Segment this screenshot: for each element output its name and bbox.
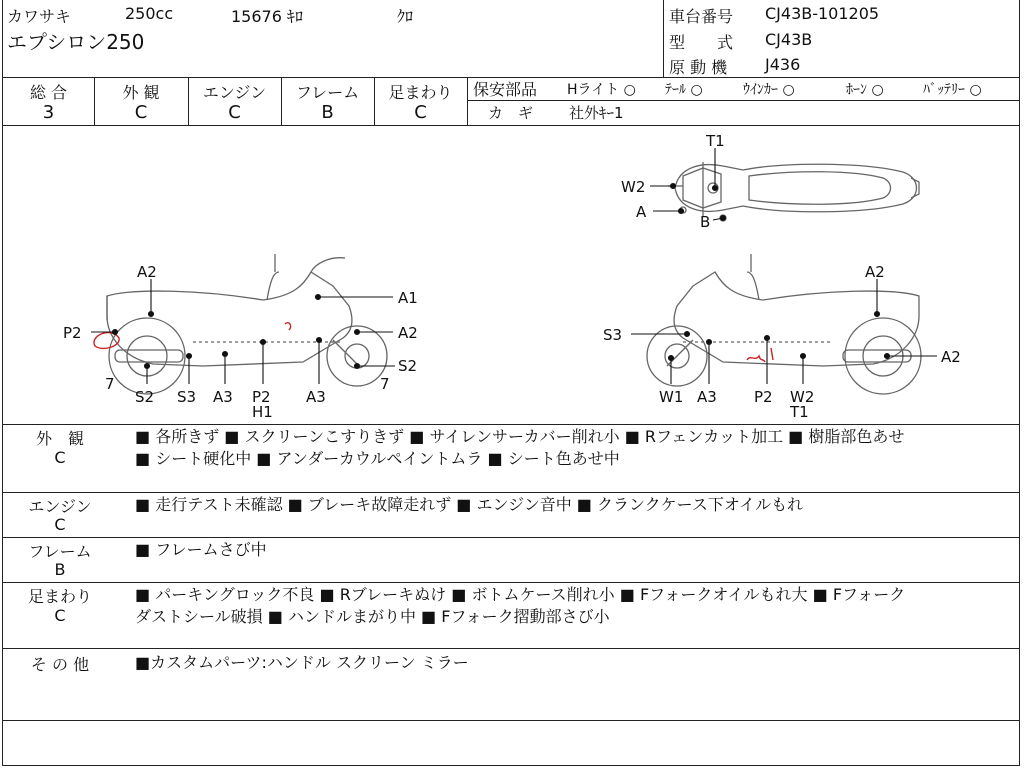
other-line: ■カスタムパーツ:ハンドル スクリーン ミラー: [135, 653, 469, 672]
model-name: エプシロン250: [7, 30, 145, 54]
grade-suspension-value: C: [414, 102, 427, 123]
label-W1: W1: [659, 388, 684, 406]
suspension-section-grade: C: [54, 606, 66, 625]
label-A2: A2: [865, 263, 885, 281]
grade-suspension-label: 足まわり: [388, 83, 453, 102]
label-A2: A2: [398, 324, 418, 342]
type-value: CJ43B: [765, 30, 813, 49]
rule: [3, 537, 1019, 538]
frame-no-label: 車台番号: [669, 7, 734, 26]
label-A2: A2: [941, 348, 961, 366]
suspension-line: ダストシール破損 ■ ハンドルまがり中 ■ Fフォーク摺動部さび小: [135, 607, 610, 626]
exterior-line: ■ シート硬化中 ■ アンダーカウルペイントムラ ■ シート色あせ中: [135, 449, 620, 468]
safety-item: ﾃｰﾙ ○: [665, 82, 703, 98]
exterior-line: ■ 各所きず ■ スクリーンこすりきず ■ サイレンサーカバー削れ小 ■ Rフェンカット加工 ■ 樹脂部色あせ: [135, 427, 905, 446]
label-A: A: [636, 203, 647, 221]
engine-section-label: エンジン: [28, 497, 92, 516]
label-7: 7: [105, 375, 115, 393]
frame-section-label: フレーム: [28, 542, 92, 561]
label-H1: H1: [252, 403, 273, 421]
suspension-section-label: 足まわり: [27, 587, 92, 606]
label-T1: T1: [790, 403, 809, 421]
header-divider: [663, 0, 664, 77]
label-P2: P2: [63, 324, 82, 342]
rule: [3, 720, 1019, 721]
label-A3: A3: [306, 388, 326, 406]
color: ｸﾛ: [397, 7, 414, 26]
label-S2: S2: [398, 357, 418, 375]
grade-exterior-value: C: [134, 102, 148, 123]
damage-mark: [285, 323, 291, 330]
grade-engine-label: エンジン: [202, 83, 267, 102]
label-P2: P2: [252, 388, 271, 406]
type-label: 型 式: [669, 33, 734, 52]
rule: [3, 582, 1019, 583]
mileage: 15676 ｷﾛ: [231, 7, 303, 26]
grade-frame-value: B: [321, 102, 334, 123]
safety-item: ｳｲﾝｶｰ ○: [743, 82, 795, 98]
engine-section-grade: C: [54, 515, 66, 534]
frame-no: CJ43B-101205: [765, 4, 880, 23]
displacement: 250cc: [125, 4, 174, 23]
rule: [3, 648, 1019, 649]
key-label: カ ギ: [488, 104, 534, 122]
label-A2: A2: [137, 263, 157, 281]
frame-section-grade: B: [54, 560, 66, 579]
inspection-sheet: [2, 0, 1020, 766]
label-A3: A3: [213, 388, 233, 406]
safety-item: Hライト ○: [567, 82, 636, 98]
rule: [3, 424, 1019, 425]
label-S2: S2: [135, 388, 155, 406]
engine-label: 原 動 機: [669, 58, 728, 77]
grade-engine-value: C: [228, 102, 241, 123]
other-section-label: そ の 他: [30, 655, 90, 674]
rule: [3, 492, 1019, 493]
frame-line: ■ フレームさび中: [135, 540, 267, 559]
damage-diagram: [3, 126, 1019, 424]
damage-mark: [771, 348, 773, 360]
exterior-grade: C: [54, 448, 66, 467]
maker: カワサキ: [7, 7, 72, 26]
key-value: 社外ｷｰ1: [569, 104, 624, 122]
rule: [3, 77, 1019, 78]
exterior-label: 外 観: [35, 429, 84, 448]
label-S3: S3: [603, 326, 623, 344]
safety-label: 保安部品: [473, 80, 538, 99]
suspension-line: ■ パーキングロック不良 ■ Rブレーキぬけ ■ ボトムケース削れ小 ■ Fフォークオイルもれ大 ■ Fフォーク: [135, 585, 906, 604]
label-W2: W2: [790, 388, 815, 406]
label-T1: T1: [706, 132, 725, 150]
label-P2: P2: [754, 388, 773, 406]
label-W2: W2: [621, 178, 646, 196]
label-A3: A3: [697, 388, 717, 406]
rule: [467, 77, 468, 125]
grade-total-value: 3: [42, 102, 55, 123]
label-7: 7: [380, 375, 390, 393]
safety-item: ﾎｰﾝ ○: [846, 82, 884, 98]
damage-mark: [747, 356, 765, 362]
safety-item: ﾊﾞｯﾃﾘｰ ○: [923, 82, 982, 98]
engine-line: ■ 走行テスト未確認 ■ ブレーキ故障走れず ■ エンジン音中 ■ クランクケース下オイルもれ: [135, 495, 804, 514]
label-A1: A1: [398, 289, 418, 307]
grade-exterior-label: 外 観: [122, 83, 160, 102]
engine-value: J436: [765, 55, 801, 74]
grade-frame-label: フレーム: [295, 83, 360, 102]
label-S3: S3: [177, 388, 197, 406]
grade-total-label: 総 合: [29, 83, 68, 102]
label-B: B: [700, 213, 711, 231]
